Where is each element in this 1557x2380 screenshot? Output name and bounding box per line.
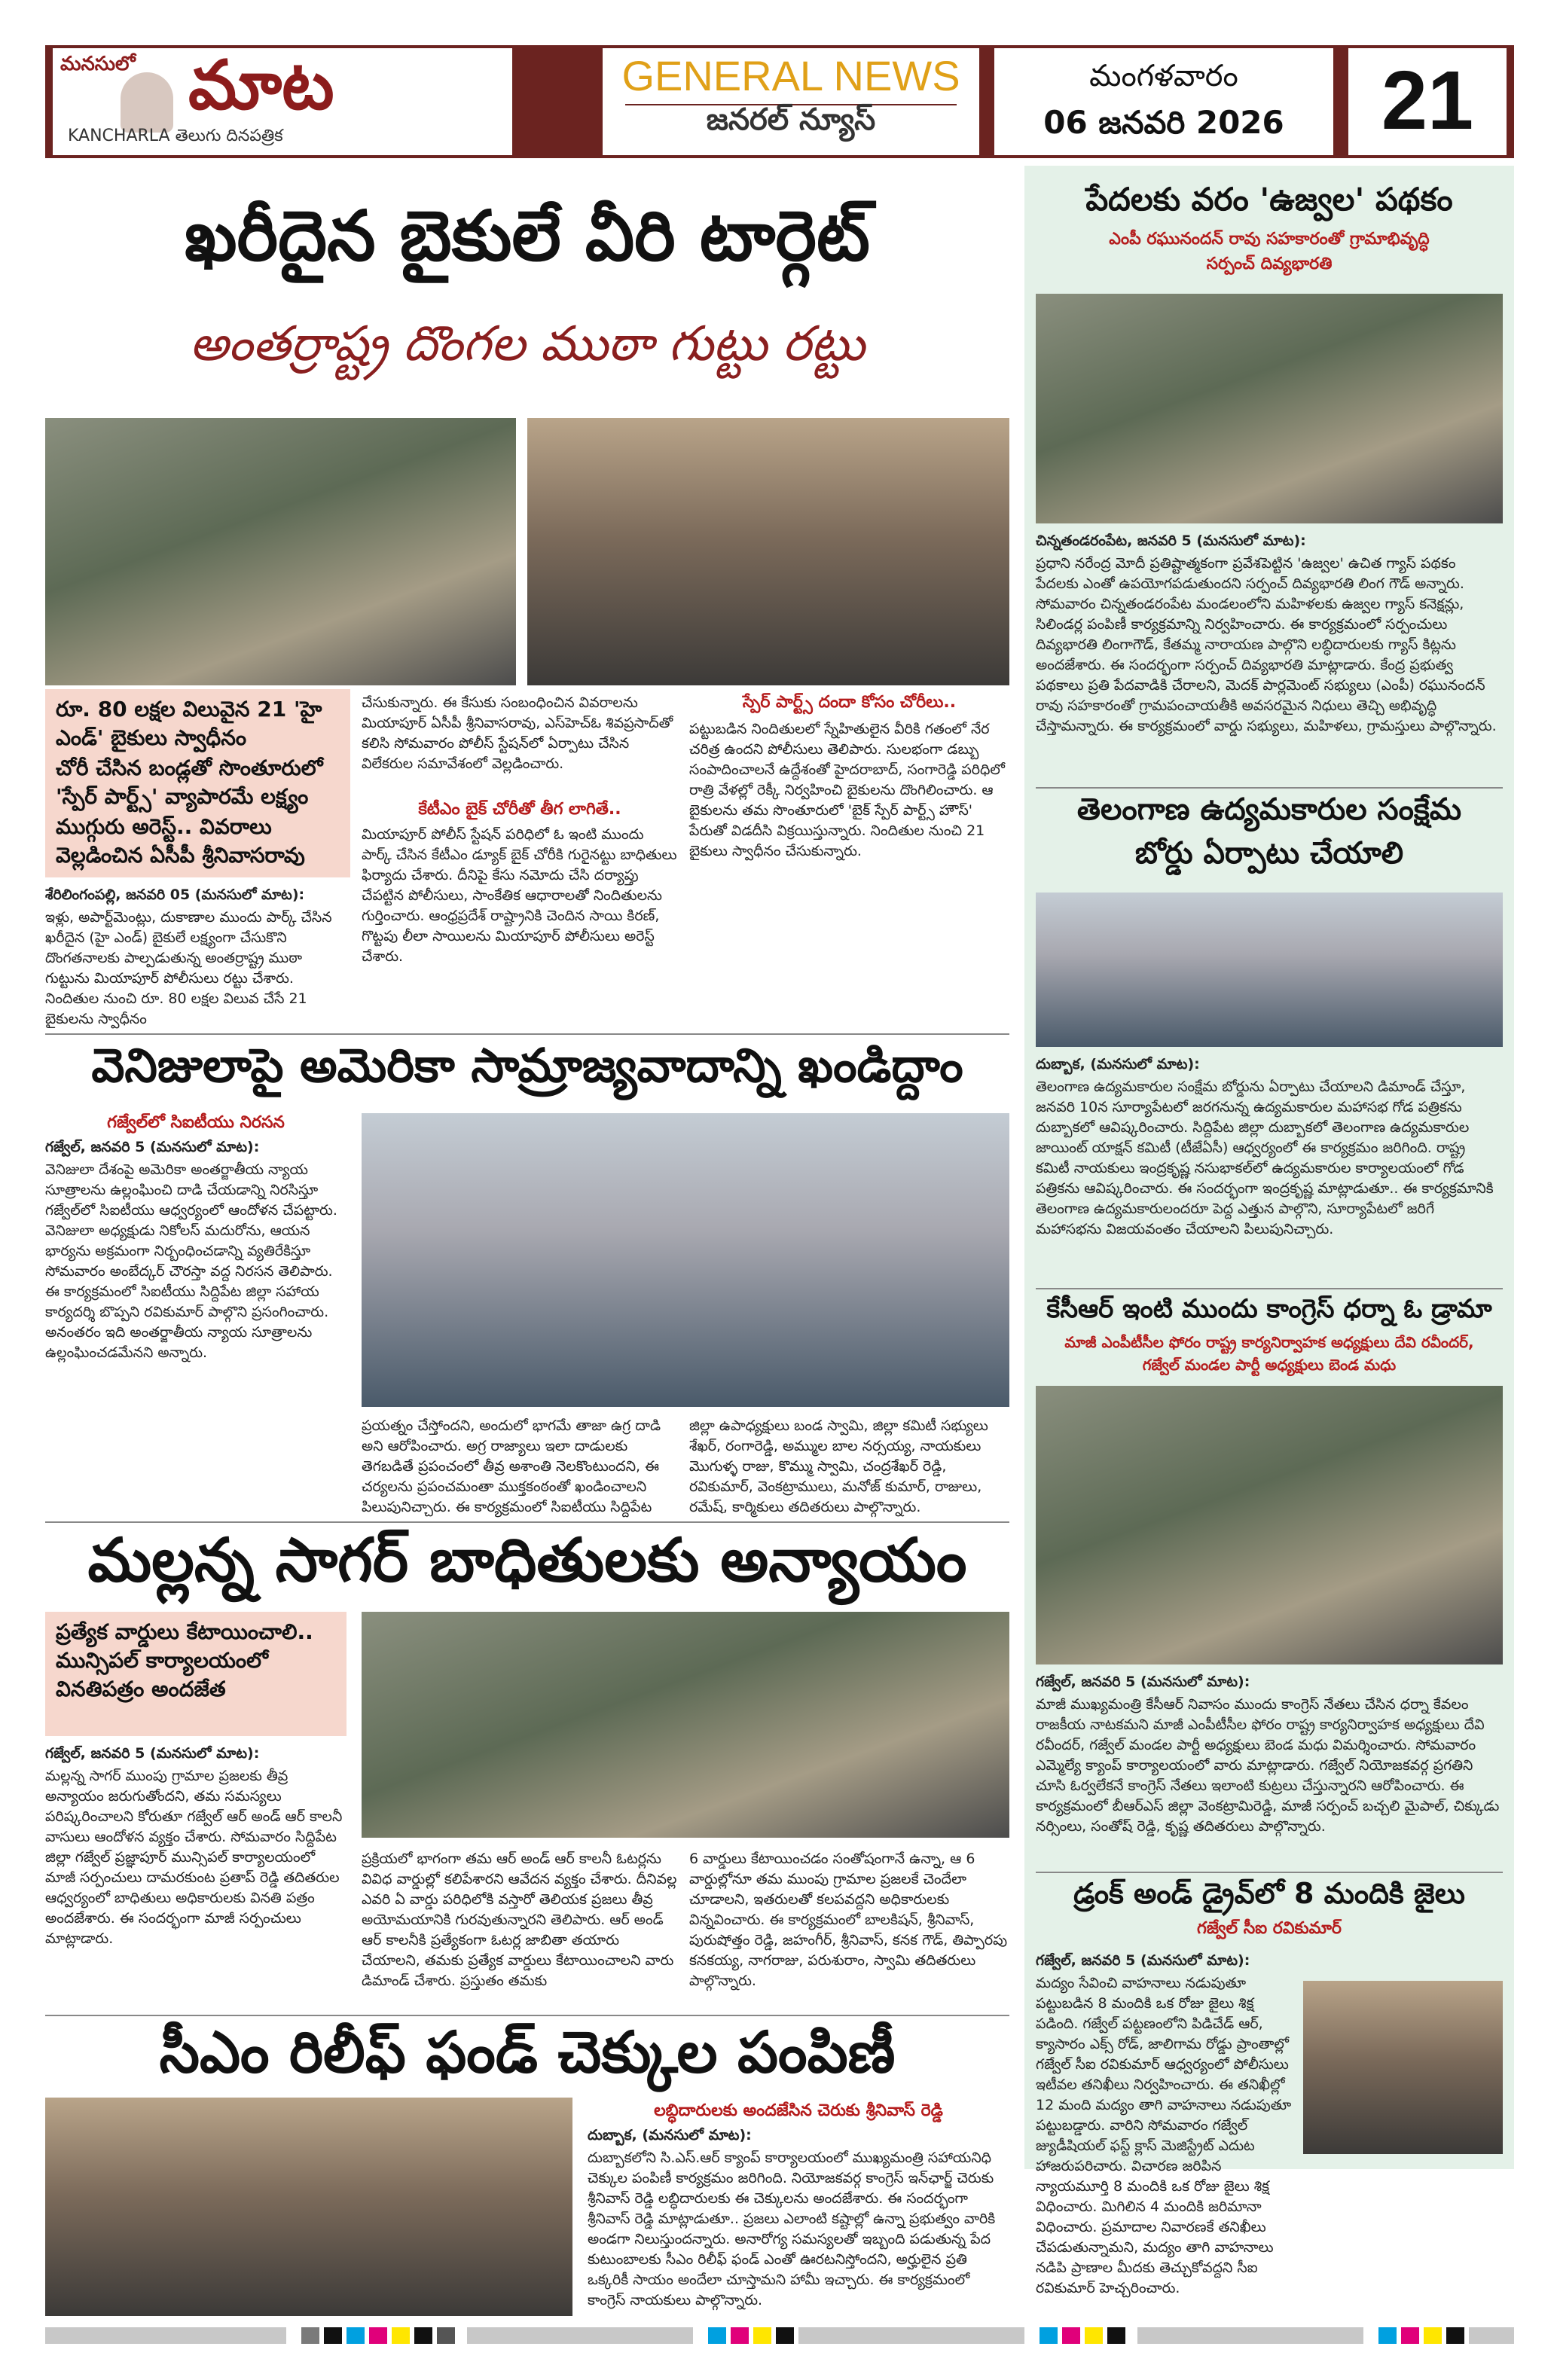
story3-body-col2: ప్రక్రియలో భాగంగా తమ ఆర్ అండ్ ఆర్ కాలనీ ఓటర్లను వివిధ వార్డుల్లో కలిపేశారని ఆవేదన వ్యక్తం చేశారు. దీనివల్ల ఎవరి ఏ వార్డు పరిధిలోకి వస్తారో తెలియక ప్రజలు తీవ్ర అయోమయానికి గురవుతున్నారని తెలిపారు. ఆర్ అండ్ ఆర్ కాలనీకి ప్రత్యేకంగా ఓటర్ల జాబితా తయారు చేయాలని, తమకు ప్రత్యేక వార్డులు కేటాయించాలని వారు డిమాండ్ చేశారు. ప్రస్తుతం తమకు: [362, 1851, 677, 1989]
story2-body-col1: వెనిజులా దేశంపై అమెరికా అంతర్జాతీయ న్యాయ సూత్రాలను ఉల్లంఘించి దాడి చేయడాన్ని నిరసిస్తూ గజ్వేల్‌లో సిఐటీయు ఆధ్వర్యంలో ఆందోళన చేపట్టారు. వెనిజులా అధ్యక్షుడు నికోలస్ మదురోను, ఆయన భార్యను అక్రమంగా నిర్బంధించడాన్ని వ్యతిరేకిస్తూ సోమవారం అంబేద్కర్ చౌరస్తా వద్ద నిరసన తెలిపారు. ఈ కార్యక్రమంలో సిఐటీయు సిద్దిపేట జిల్లా సహాయ కార్యదర్శి బొప్పని రవికుమార్ పాల్గొని ప్రసంగించారు. అనంతరం ఇది అంతర్జాతీయ న్యాయ సూత్రాలను ఉల్లంఘించడమేనని అన్నారు.: [45, 1161, 337, 1361]
story2-photo-protest: [362, 1113, 1009, 1407]
story2-body-col2: ప్రయత్నం చేస్తోందని, అందులో భాగమే తాజా ఉగ్ర దాడి అని ఆరోపించారు. అగ్ర రాజ్యాలు ఇలా దాడులకు తెగబడితే ప్రపంచంలో తీవ్ర అశాంతి నెలకొంటుందని, ఈ చర్యలను ప్రపంచమంతా ముక్తకంఠంతో ఖండించాలని పిలుపునిచ్చారు. ఈ కార్యక్రమంలో సిఐటీయు సిద్దిపేట: [362, 1417, 661, 1515]
story1-headline: ఖరీదైన బైకులే వీరి టార్గెట్: [185, 196, 870, 276]
story3-photo-petition: [362, 1612, 1009, 1838]
story3-dateline: గజ్వేల్, జనవరి 5 (మనసులో మాట):: [45, 1745, 260, 1762]
sidebar-story4-dateline: గజ్వేల్, జనవరి 5 (మనసులో మాట):: [1036, 1952, 1250, 1969]
sidebar-story4-body: మద్యం సేవించి వాహనాలు నడుపుతూ పట్టుబడిన 8 మందికి ఒక రోజు జైలు శిక్ష పడింది. గజ్వేల్ పట్టణంలోని పిడిచేడ్ ఆర్, క్యాసారం ఎక్స్ రోడ్, జాలిగామ రోడ్డు ప్రాంతాల్లో గజ్వేల్ సీఐ రవికుమార్ ఆధ్వర్యంలో పోలీసులు ఇటీవల తనిఖీలు నిర్వహించారు. ఈ తనిఖీల్లో 12 మంది మద్యం తాగి వాహనాలు నడుపుతూ పట్టుబడ్డారు. వారిని సోమవారం గజ్వేల్ జ్యుడీషియల్ ఫస్ట్ క్లాస్ మెజిస్ట్రేట్ ఎదుట హాజరుపరిచారు. విచారణ జరిపిన న్యాయమూర్తి 8 మందికి ఒక రోజు జైలు శిక్ష విధించారు. మిగిలిన 4 మందికి జరిమానా విధించారు. ప్రమాదాల నివారణకే తనిఖీలు చేపడుతున్నామని, మద్యం తాగి వాహనాలు నడిపి ప్రాణాల మీదకు తెచ్చుకోవద్దని సీఐ రవికుమార్ హెచ్చరించారు.: [1036, 1975, 1292, 2296]
story3-bullet: ప్రత్యేక వార్డులు కేటాయించాలి.. మున్సిపల్ కార్యాలయంలో వినతిపత్రం అందజేత: [56, 1619, 313, 1701]
story1-body-col1: ఇళ్లు, అపార్ట్‌మెంట్లు, దుకాణాల ముందు పార్క్ చేసిన ఖరీదైన (హై ఎండ్) బైకులే లక్ష్యంగా చేసుకొని దొంగతనాలకు పాల్పడుతున్న అంతర్రాష్ట్ర ముఠా గుట్టును మియాపూర్ పోలీసులు రట్టు చేశారు. నిందితుల నుంచి రూ. 80 లక్షల విలువ చేసే 21 బైకులను స్వాధీనం: [45, 909, 332, 1027]
story3-highlight: [45, 1612, 347, 1736]
story1-highlights: [45, 689, 350, 877]
story1-subhead-spares: స్పేర్ పార్ట్స్ దందా కోసం చోరీలు..: [742, 693, 957, 712]
divider: [45, 1521, 1009, 1523]
section-title-en: GENERAL NEWS: [621, 52, 960, 99]
story3-body-col3: 6 వార్డులు కేటాయించడం సంతోషంగానే ఉన్నా, ఆ 6 వార్డుల్లోనూ తమ ముంపు గ్రామాల ప్రజలకే చెందేలా చూడాలని, ఇతరులతో కలపవద్దని అధికారులకు విన్నవించారు. ఈ కార్యక్రమంలో బాలకిషన్, శ్రీనివాస్, పురుషోత్తం రెడ్డి, జహంగీర్, శ్రీనివాస్, కనక గౌడ్, తిప్పారపు కనకయ్య, నాగరాజు, పరుశురాం, స్వామి తదితరులు పాల్గొన్నారు.: [689, 1851, 1008, 1989]
sidebar-story1-photo: [1036, 294, 1503, 523]
story1-photo-bikes: [527, 418, 1009, 685]
divider: [45, 1033, 1009, 1035]
issue-day: మంగళవారం: [1089, 59, 1238, 93]
sidebar-story3-sub2: గజ్వేల్ మండల పార్టీ అధ్యక్షులు బెండ మధు: [1142, 1356, 1397, 1374]
story4-photo-cheques: [45, 2098, 572, 2316]
sidebar-story3-sub1: మాజీ ఎంపీటీసీల ఫోరం రాష్ట్ర కార్యనిర్వాహక అధ్యక్షులు దేవి రవీందర్,: [1064, 1333, 1474, 1351]
sidebar-story4-sub: గజ్వేల్ సీఐ రవికుమార్: [1197, 1919, 1342, 1938]
page-number: 21: [1381, 54, 1474, 147]
sidebar-story2-body: తెలంగాణ ఉద్యమకారుల సంక్షేమ బోర్డును ఏర్పాటు చేయాలని డిమాండ్ చేస్తూ, జనవరి 10న సూర్యాపేటలో జరగనున్న ఉద్యమకారుల మహాసభ గోడ పత్రికను దుబ్బాకలో ఆవిష్కరించారు. సిద్దిపేట జిల్లా దుబ్బాకలో తెలంగాణ ఉద్యమకారుల జాయింట్ యాక్షన్ కమిటీ (టీజేఏసీ) ఆధ్వర్యంలో ఈ కార్యక్రమం జరిగింది. రాష్ట్ర కమిటీ నాయకులు ఇంద్రకృష్ణ నసుభాకల్‌లో ఉద్యమకారుల కార్యాలయంలో గోడ పత్రికను ఆవిష్కరించారు. ఈ సందర్భంగా ఇంద్రకృష్ణ మాట్లాడుతూ.. ఈ కార్యక్రమానికి తెలంగాణ ఉద్యమకారులందరూ పెద్ద ఎత్తున పాల్గొని, సూర్యాపేటలో జరిగే మహాసభను విజయవంతం చేయాలని పిలుపునిచ్చారు.: [1036, 1079, 1494, 1237]
sidebar-story3-dateline: గజ్వేల్, జనవరి 5 (మనసులో మాట):: [1036, 1674, 1250, 1690]
story1-subheadline: అంతర్రాష్ట్ర దొంగల ముఠా గుట్టు రట్టు: [189, 316, 866, 372]
story1-bullet: రూ. 80 లక్షల విలువైన 21 'హై ఎండ్' బైకులు స్వాధీనం: [56, 697, 322, 750]
logo-title: మాట: [188, 45, 334, 125]
divider: [1036, 787, 1503, 789]
story2-dateline: గజ్వేల్, జనవరి 5 (మనసులో మాట):: [45, 1139, 260, 1155]
story3-body-col1: మల్లన్న సాగర్ ముంపు గ్రామాల ప్రజలకు తీవ్ర అన్యాయం జరుగుతోందని, తమ సమస్యలు పరిష్కరించాలని కోరుతూ గజ్వేల్ ఆర్ అండ్ ఆర్ కాలనీ వాసులు ఆందోళన వ్యక్తం చేశారు. సోమవారం సిద్దిపేట జిల్లా గజ్వేల్ ప్రజ్ఞాపూర్ మున్సిపల్ కార్యాలయంలో మాజీ సర్పంచులు దామరకుంట ప్రతాప్ రెడ్డి తదితరుల ఆధ్వర్యంలో బాధితులు అధికారులకు వినతి పత్రం అందజేశారు. ఈ సందర్భంగా మాజీ సర్పంచులు మాట్లాడారు.: [45, 1768, 343, 1947]
story1-body-col2b: మియాపూర్ పోలీస్ స్టేషన్ పరిధిలో ఓ ఇంటి ముందు పార్క్ చేసిన కేటీఎం డ్యూక్ బైక్ చోరీకి గురైనట్టు బాధితులు ఫిర్యాదు చేశారు. దీనిపై కేసు నమోదు చేసి దర్యాప్తు చేపట్టిన పోలీసులు, సాంకేతిక ఆధారాలతో నిందితులను గుర్తించారు. ఆంధ్రప్రదేశ్ రాష్ట్రానికి చెందిన సాయి కిరణ్, గొట్టపు లీలా సాయిలను మియాపూర్ పోలీసులు అరెస్ట్ చేశారు.: [362, 826, 677, 965]
story1-subhead-ktm: కేటీఎం బైక్ చోరీతో తీగ లాగితే..: [418, 800, 621, 819]
story4-dateline: దుబ్బాక, (మనసులో మాట):: [588, 2127, 752, 2144]
story1-bullet: ముగ్గురు అరెస్ట్.. వివరాలు వెల్లడించిన ఏసీపీ శ్రీనివాసరావు: [56, 814, 305, 868]
logo-avatar: [121, 72, 173, 133]
sidebar-story2-headline-2: బోర్డు ఏర్పాటు చేయాలి: [1134, 836, 1404, 871]
logo-subtitle: KANCHARLA తెలుగు దినపత్రిక: [68, 127, 283, 145]
sidebar-story3-headline: కేసీఆర్ ఇంటి ముందు కాంగ్రెస్ ధర్నా ఓ డ్రామా: [1046, 1294, 1492, 1324]
sidebar-story1-sub2: సర్పంచ్ దివ్యభారతి: [1206, 255, 1333, 273]
logo-small-text: మనసులో: [60, 53, 136, 75]
sidebar-story4-headline: డ్రంక్ అండ్ డ్రైవ్‌లో 8 మందికి జైలు: [1073, 1877, 1465, 1910]
story4-headline: సీఎం రిలీఫ్ ఫండ్ చెక్కుల పంపిణీ: [159, 2018, 896, 2086]
story2-subhead: గజ్వేల్‌లో సిఐటీయు నిరసన: [107, 1113, 285, 1132]
story2-body-col3: జిల్లా ఉపాధ్యక్షులు బండ స్వామి, జిల్లా కమిటీ సభ్యులు శేఖర్, రంగారెడ్డి, అమ్ముల బాల నర్సయ్య, నాయకులు మొగుళ్ళ రాజు, కొమ్ము స్వామి, చంద్రశేఖర్ రెడ్డి, రవికుమార్, వెంకట్రాములు, మనోజ్ కుమార్, రాజులు, రమేష్, కార్మికులు తదితరులు పాల్గొన్నారు.: [689, 1417, 988, 1515]
story4-subhead: లబ్ధిదారులకు అందజేసిన చెరుకు శ్రీనివాస్ రెడ్డి: [654, 2101, 943, 2120]
story1-bullet: చోరీ చేసిన బండ్లతో సొంతూరులో 'స్పేర్ పార్ట్స్' వ్యాపారమే లక్ష్యం: [56, 755, 323, 809]
sidebar-story1-sub1: ఎంపీ రఘునందన్ రావు సహకారంతో గ్రామాభివృద్ధి: [1109, 230, 1430, 249]
sidebar-story1-dateline: చిన్నతండరంపేట, జనవరి 5 (మనసులో మాట):: [1036, 532, 1306, 549]
story1-photo-police: [45, 418, 516, 685]
story1-body-col2: చేసుకున్నారు. ఈ కేసుకు సంబంధించిన వివరాలను మియాపూర్ ఏసీపీ శ్రీనివాసరావు, ఎస్‌హెచ్ఓ శివప్రసాద్‌తో కలిసి సోమవారం పోలీస్ స్టేషన్‌లో ఏర్పాటు చేసిన విలేకరుల సమావేశంలో వెల్లడించారు.: [362, 694, 673, 772]
sidebar-story3-body: మాజీ ముఖ్యమంత్రి కేసీఆర్ నివాసం ముందు కాంగ్రెస్ నేతలు చేసిన ధర్నా కేవలం రాజకీయ నాటకమని మాజీ ఎంపీటీసీల ఫోరం రాష్ట్ర కార్యనిర్వాహక అధ్యక్షులు దేవి రవీందర్, గజ్వేల్ మండల పార్టీ అధ్యక్షులు బెండ మధు విమర్శించారు. సోమవారం ఎమ్మెల్యే క్యాంప్ కార్యాలయంలో వారు మాట్లాడారు. గజ్వేల్ నియోజకవర్గ ప్రగతిని చూసి ఓర్వలేకనే కాంగ్రెస్ నేతలు ఇలాంటి కుట్రలు చేస్తున్నారని ఆరోపించారు. ఈ కార్యక్రమంలో బీఆర్ఎస్ జిల్లా వెంకట్రామిరెడ్డి, మాజీ సర్పంచ్ బచ్చలి మైపాల్, చిక్కుడు నర్సింలు, సంతోష్ రెడ్డి, కృష్ణ తదితరులు పాల్గొన్నారు.: [1036, 1696, 1500, 1835]
story2-headline: వెనిజులాపై అమెరికా సామ్రాజ్యవాదాన్ని ఖండిద్దాం: [91, 1038, 963, 1093]
sidebar-story2-photo: [1036, 892, 1503, 1047]
divider: [45, 2015, 1009, 2016]
story1-body-col3: పట్టుబడిన నిందితులలో స్నేహితులైన వీరికి గతంలో నేర చరిత్ర ఉందని పోలీసులు తెలిపారు. సులభంగా డబ్బు సంపాదించాలనే ఉద్దేశంతో హైదరాబాద్, సంగారెడ్డి పరిధిలో రాత్రి వేళల్లో రెక్కీ నిర్వహించి బైకులను దొంగిలించారు. ఆ బైకులను తమ సొంతూరులో 'బైక్ స్పేర్ పార్ట్స్ హౌస్' పేరుతో విడదీసి విక్రయిస్తున్నారు. నిందితుల నుంచి 21 బైకులు స్వాధీనం చేసుకున్నారు.: [689, 721, 1005, 859]
sidebar-story1-headline: పేదలకు వరం 'ఉజ్వల' పథకం: [1085, 181, 1453, 218]
story3-headline: మల్లన్న సాగర్ బాధితులకు అన్యాయం: [87, 1525, 967, 1595]
issue-date: 06 జనవరి 2026: [1043, 104, 1284, 141]
story4-body: దుబ్బాకలోని సి.ఎస్.ఆర్ క్యాంప్ కార్యాలయంలో ముఖ్యమంత్రి సహాయనిధి చెక్కుల పంపిణీ కార్యక్రమం జరిగింది. నియోజకవర్గ కాంగ్రెస్ ఇన్‌ఛార్జ్ చెరుకు శ్రీనివాస్ రెడ్డి లబ్ధిదారులకు ఈ చెక్కులను అందజేశారు. ఈ సందర్భంగా శ్రీనివాస్ రెడ్డి మాట్లాడుతూ.. ప్రజలు ఎలాంటి కష్టాల్లో ఉన్నా ప్రభుత్వం వారికి అండగా నిలుస్తుందన్నారు. అనారోగ్య సమస్యలతో ఇబ్బంది పడుతున్న పేద కుటుంబాలకు సీఎం రిలీఫ్ ఫండ్ ఎంతో ఊరటనిస్తోందని, అర్హులైన ప్రతి ఒక్కరికీ సాయం అందేలా చూస్తామని హామీ ఇచ్చారు. ఈ కార్యక్రమంలో కాంగ్రెస్ నాయకులు పాల్గొన్నారు.: [588, 2150, 996, 2308]
sidebar-story4-photo-ci: [1303, 1981, 1503, 2154]
story1-dateline: శేరిలింగంపల్లి, జనవరి 05 (మనసులో మాట):: [45, 886, 305, 903]
section-title-te: జనరల్ న్యూస్: [706, 102, 876, 137]
divider: [1036, 1288, 1503, 1289]
sidebar-story2-headline-1: తెలంగాణ ఉద్యమకారుల సంక్షేమ: [1076, 792, 1462, 827]
sidebar-story3-photo: [1036, 1386, 1503, 1664]
color-calibration-strip: [45, 2327, 1514, 2344]
divider: [1036, 1872, 1503, 1873]
sidebar-story2-dateline: దుబ్బాక, (మనసులో మాట):: [1036, 1056, 1200, 1073]
sidebar-story1-body: ప్రధాని నరేంద్ర మోదీ ప్రతిష్టాత్మకంగా ప్రవేశపెట్టిన 'ఉజ్వల' ఉచిత గ్యాస్ పథకం పేదలకు ఎంతో ఉపయోగపడుతుందని సర్పంచ్ దివ్యభారతి లింగ గౌడ్ అన్నారు. సోమవారం చిన్నతండరంపేట మండలంలోని మహిళలకు ఉజ్వల గ్యాస్ కనెక్షన్లు, సిలిండర్ల పంపిణీ కార్యక్రమాన్ని నిర్వహించారు. ఈ కార్యక్రమంలో సర్పంచులు దివ్యభారతి లింగాగౌడ్, కేతమ్మ నారాయణ పాల్గొని లబ్ధిదారులకు గ్యాస్ కిట్లను అందజేశారు. ఈ సందర్భంగా సర్పంచ్ దివ్యభారతి మాట్లాడారు. కేంద్ర ప్రభుత్వ పథకాలు ప్రతి పేదవాడికి చేరాలని, మెదక్ పార్లమెంట్ సభ్యులు (ఎంపీ) రఘునందన్ రావు సహకారంతో గ్రామపంచాయతీకి అవసరమైన నిధులు తెచ్చి అభివృద్ధి చేస్తామన్నారు. ఈ కార్యక్రమంలో వార్డు సభ్యులు, మహిళలు, గ్రామస్తులు పాల్గొన్నారు.: [1036, 555, 1497, 734]
